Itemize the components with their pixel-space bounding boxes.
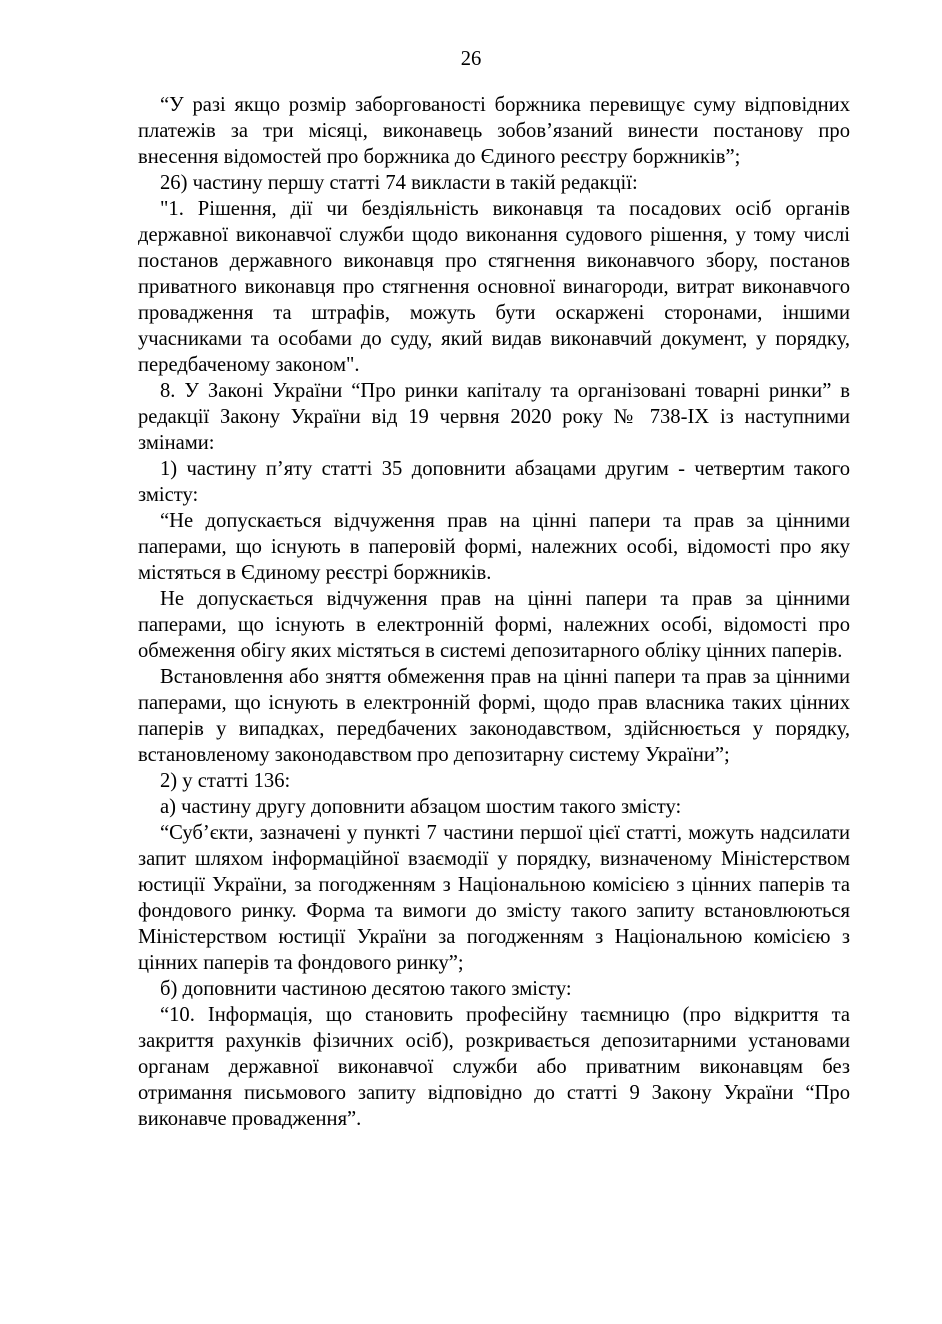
page-number: 26: [460, 48, 482, 70]
paragraph-electronic-securities: Не допускається відчуження прав на цінні папери та прав за цінними паперами, що існують в електронній формі, належних особі, відомості про обмеження обігу яких містяться в системі депозитарного обліку цінних паперів.: [138, 588, 850, 662]
paragraph-item-26: 26) частину першу статті 74 викласти в такій редакції:: [160, 172, 638, 194]
paragraph-professional-secret: “10. Інформація, що становить професійну таємницю (про відкриття та закриття рахунків фізичних осіб), розкривається депозитарними установами органам державної виконавчої служби або приватним виконавцям без отримання письмового запиту відповідно до статті 9 Закону України “Про виконавче провадження”.: [138, 1004, 850, 1130]
paragraph-subitem-a: а) частину другу доповнити абзацом шостим такого змісту:: [160, 796, 682, 818]
paragraph-item-1-article-35: 1) частину п’яту статті 35 доповнити абзацами другим - четвертим такого змісту:: [138, 458, 850, 506]
paragraph-restriction-rights: Встановлення або зняття обмеження прав на цінні папери та прав за цінними паперами, що існують в електронній формі, щодо прав власника таких цінних паперів у випадках, передбачених законодавством, здійснюється у порядку, встановленому законодавством про депозитарну систему України”;: [138, 666, 850, 766]
paragraph-subjects-request: “Суб’єкти, зазначені у пункті 7 частини першої цієї статті, можуть надсилати запит шляхом інформаційної взаємодії у порядку, визначеному Міністерством юстиції України, за погодженням з Національною комісією з цінних паперів та фондового ринку. Форма та вимоги до змісту такого запиту встановлюються Міністерством юстиції України за погодженням з Національною комісією з цінних паперів та фондового ринку”;: [138, 822, 850, 974]
paragraph-item-2-article-136: 2) у статті 136:: [160, 770, 291, 792]
paragraph-section-8: 8. У Законі України “Про ринки капіталу та організовані товарні ринки” в редакції Закону України від 19 червня 2020 року № 738-IX із наступними змінами:: [138, 380, 850, 454]
paragraph-debtor-registry-quote: “У разі якщо розмір заборгованості боржника перевищує суму відповідних платежів за три місяці, виконавець зобов’язаний винести постанову про внесення відомостей про боржника до Єдиного реєстру боржників”;: [138, 94, 850, 168]
document-body: [138, 92, 850, 1132]
paragraph-article-74-text: "1. Рішення, дії чи бездіяльність виконавця та посадових осіб органів державної виконавчої служби щодо виконання судового рішення, у тому числі постанов державного виконавця про стягнення виконавчого збору, постанов приватного виконавця про стягнення основної винагороди, витрат виконавчого провадження та штрафів, можуть бути оскаржені сторонами, іншими учасниками та особами до суду, який видав виконавчий документ, у порядку, передбаченому законом".: [138, 198, 850, 376]
paragraph-paper-securities: “Не допускається відчуження прав на цінні папери та прав за цінними паперами, що існують в паперовій формі, належних особі, відомості про яку містяться в Єдиному реєстрі боржників.: [138, 510, 850, 584]
paragraph-subitem-b: б) доповнити частиною десятою такого змісту:: [160, 978, 572, 1000]
